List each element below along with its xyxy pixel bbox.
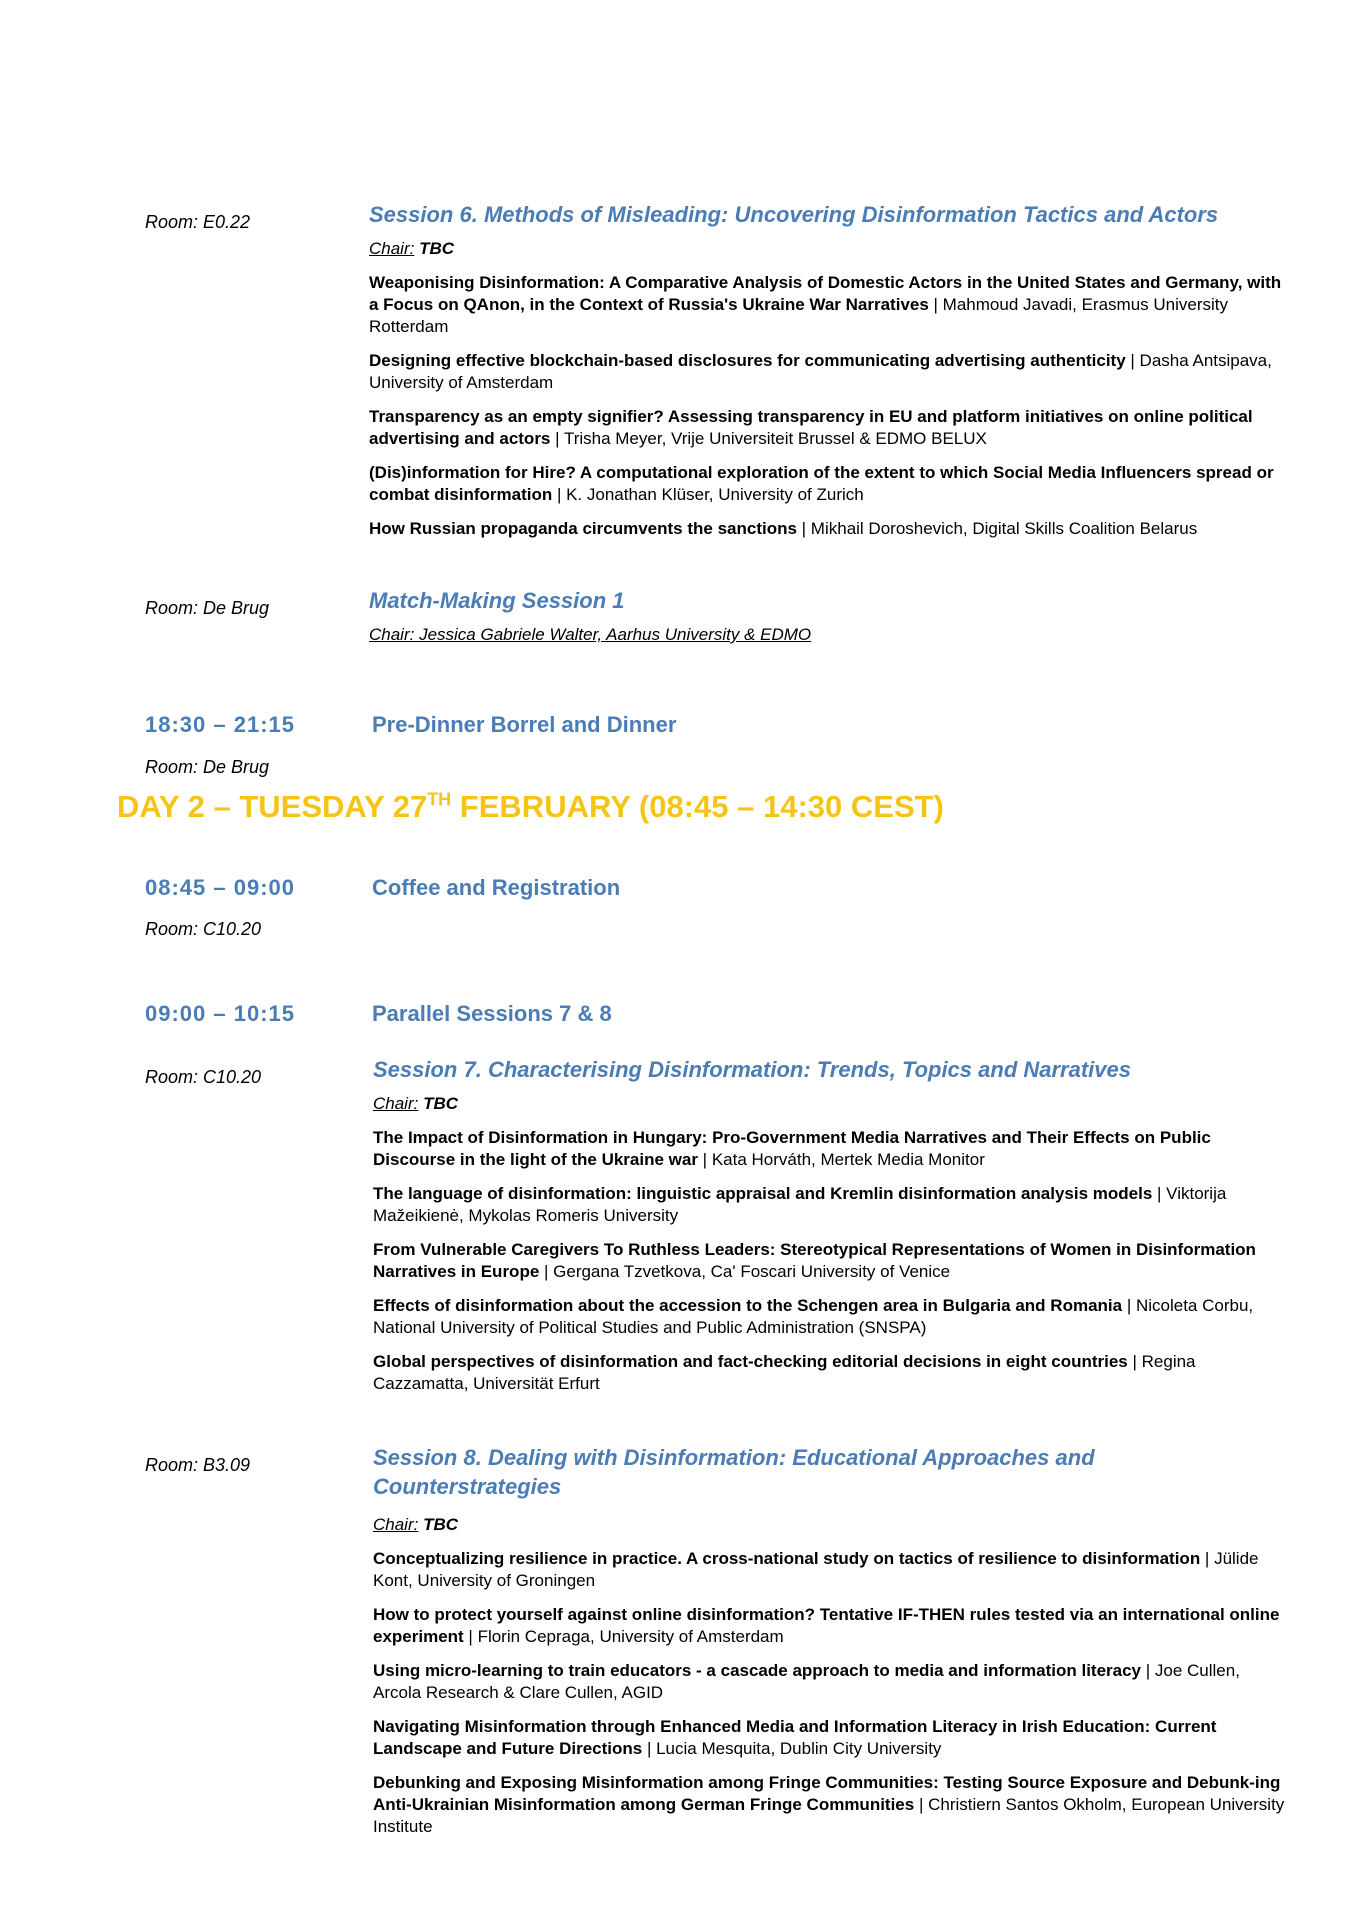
paper-authors: | Dasha Antsipava, University of Amsterdam <box>369 351 1272 392</box>
paper-title: Global perspectives of disinformation and fact-checking editorial decisions in eight countries <box>373 1352 1128 1371</box>
paper-authors: | K. Jonathan Klüser, University of Zurich <box>552 485 864 504</box>
dinner-title: Pre-Dinner Borrel and Dinner <box>372 712 677 737</box>
session7-title: Session 7. Characterising Disinformation: Trends, Topics and Narratives <box>373 1057 1131 1082</box>
session7-paper-1 <box>373 1127 1288 1171</box>
session8-paper-5 <box>373 1772 1288 1838</box>
paper-authors: | Florin Cepraga, University of Amsterdam <box>463 1627 784 1646</box>
paper-title: Effects of disinformation about the accession to the Schengen area in Bulgaria and Romania <box>373 1296 1123 1315</box>
paper-title: Navigating Misinformation through Enhanced Media and Information Literacy in Irish Education: Current Landscape and Future Directions <box>373 1717 1217 1758</box>
day2-suffix: FEBRUARY (08:45 – 14:30 CEST) <box>451 789 944 824</box>
paper-authors: | Viktorija Mažeikienė, Mykolas Romeris University <box>373 1184 1227 1225</box>
parallel-time: 09:00 – 10:15 <box>145 1001 295 1026</box>
session8-paper-4 <box>373 1716 1288 1760</box>
session7-paper-5 <box>373 1351 1288 1395</box>
session7-room: Room: C10.20 <box>145 1067 262 1087</box>
chair-label: Chair: <box>369 239 415 258</box>
paper-authors: | Mikhail Doroshevich, Digital Skills Coalition Belarus <box>796 519 1198 538</box>
paper-title: How Russian propaganda circumvents the sanctions <box>369 519 797 538</box>
session6-paper-3 <box>369 406 1289 450</box>
session7-chair <box>373 1094 1288 1114</box>
session8-paper-3 <box>373 1660 1288 1704</box>
session6-block <box>369 200 1289 552</box>
paper-authors: | Trisha Meyer, Vrije Universiteit Brussel & EDMO BELUX <box>550 429 987 448</box>
session8-chair <box>373 1515 1288 1535</box>
session6-paper-1 <box>369 272 1289 338</box>
session6-paper-4 <box>369 462 1289 506</box>
chair-label: Chair: <box>373 1094 419 1113</box>
paper-title: (Dis)information for Hire? A computational exploration of the extent to which Social Media Influencers spread or combat disinformation <box>369 463 1274 504</box>
paper-authors: | Regina Cazzamatta, Universität Erfurt <box>373 1352 1196 1393</box>
session7-paper-2 <box>373 1183 1288 1227</box>
coffee-room: Room: C10.20 <box>145 919 262 939</box>
session8-paper-1 <box>373 1548 1288 1592</box>
paper-title: Designing effective blockchain-based disclosures for communicating advertising authenticity <box>369 351 1126 370</box>
paper-title: Using micro-learning to train educators - a cascade approach to media and information literacy <box>373 1661 1142 1680</box>
day2-prefix: DAY 2 – TUESDAY 27 <box>117 789 428 824</box>
matchmaking-title: Match-Making Session 1 <box>369 588 625 613</box>
session6-chair <box>369 239 1289 259</box>
paper-authors: | Kata Horváth, Mertek Media Monitor <box>697 1150 985 1169</box>
session8-room: Room: B3.09 <box>145 1455 251 1475</box>
paper-authors: | Lucia Mesquita, Dublin City University <box>642 1739 942 1758</box>
paper-title: Transparency as an empty signifier? Assessing transparency in EU and platform initiatives on online political advertising and actors <box>369 407 1253 448</box>
paper-title: Conceptualizing resilience in practice. A cross-national study on tactics of resilience to disinformation <box>373 1549 1201 1568</box>
session7-paper-3 <box>373 1239 1288 1283</box>
session8-content <box>373 1515 1288 1850</box>
session8-title: Session 8. Dealing with Disinformation: Educational Approaches and Counterstrategies <box>373 1445 1095 1499</box>
coffee-time: 08:45 – 09:00 <box>145 875 295 900</box>
session6-paper-5 <box>369 518 1289 540</box>
dinner-room: Room: De Brug <box>145 757 270 777</box>
chair-value: TBC <box>419 239 455 258</box>
day2-ordinal: TH <box>427 789 452 810</box>
paper-authors: | Nicoleta Corbu, National University of Political Studies and Public Administration (SNSPA) <box>373 1296 1254 1337</box>
session7-paper-4 <box>373 1295 1288 1339</box>
paper-authors: | Gergana Tzvetkova, Ca' Foscari University of Venice <box>539 1262 951 1281</box>
paper-title: Weaponising Disinformation: A Comparative Analysis of Domestic Actors in the United States and Germany, with a Focus on QAnon, in the Context of Russia's Ukraine War Narratives <box>369 273 1282 314</box>
paper-title: From Vulnerable Caregivers To Ruthless Leaders: Stereotypical Representations of Women in Disinformation Narratives in Europe <box>373 1240 1256 1281</box>
paper-title: The Impact of Disinformation in Hungary: Pro-Government Media Narratives and Their Effects on Public Discourse in the light of the Ukraine war <box>373 1128 1211 1169</box>
paper-authors: | Jülide Kont, University of Groningen <box>373 1549 1259 1590</box>
day2-heading <box>117 789 944 825</box>
session7-block <box>373 1055 1288 1407</box>
chair-value: TBC <box>423 1515 459 1534</box>
paper-title: How to protect yourself against online disinformation? Tentative IF-THEN rules tested via an international online experiment <box>373 1605 1280 1646</box>
session6-room: Room: E0.22 <box>145 212 251 232</box>
paper-title: The language of disinformation: linguistic appraisal and Kremlin disinformation analysis models <box>373 1184 1153 1203</box>
paper-authors: | Mahmoud Javadi, Erasmus University Rotterdam <box>369 295 1228 336</box>
paper-authors: | Joe Cullen, Arcola Research & Clare Cullen, AGID <box>373 1661 1240 1702</box>
matchmaking-chair: Chair: Jessica Gabriele Walter, Aarhus University & EDMO <box>369 625 812 644</box>
session8-block <box>373 1443 1173 1511</box>
session6-paper-2 <box>369 350 1289 394</box>
parallel-title: Parallel Sessions 7 & 8 <box>372 1001 612 1026</box>
session8-paper-2 <box>373 1604 1288 1648</box>
paper-authors: | Christiern Santos Okholm, European University Institute <box>373 1795 1285 1836</box>
matchmaking-block <box>369 586 1289 658</box>
chair-value: TBC <box>423 1094 459 1113</box>
paper-title: Debunking and Exposing Misinformation among Fringe Communities: Testing Source Exposure and Debunk-ing Anti-Ukrainian Misinformation among German Fringe Communities <box>373 1773 1281 1814</box>
coffee-title: Coffee and Registration <box>372 875 621 900</box>
chair-label: Chair: <box>373 1515 419 1534</box>
matchmaking-room: Room: De Brug <box>145 598 270 618</box>
session6-title: Session 6. Methods of Misleading: Uncovering Disinformation Tactics and Actors <box>369 202 1219 227</box>
dinner-time: 18:30 – 21:15 <box>145 712 295 737</box>
